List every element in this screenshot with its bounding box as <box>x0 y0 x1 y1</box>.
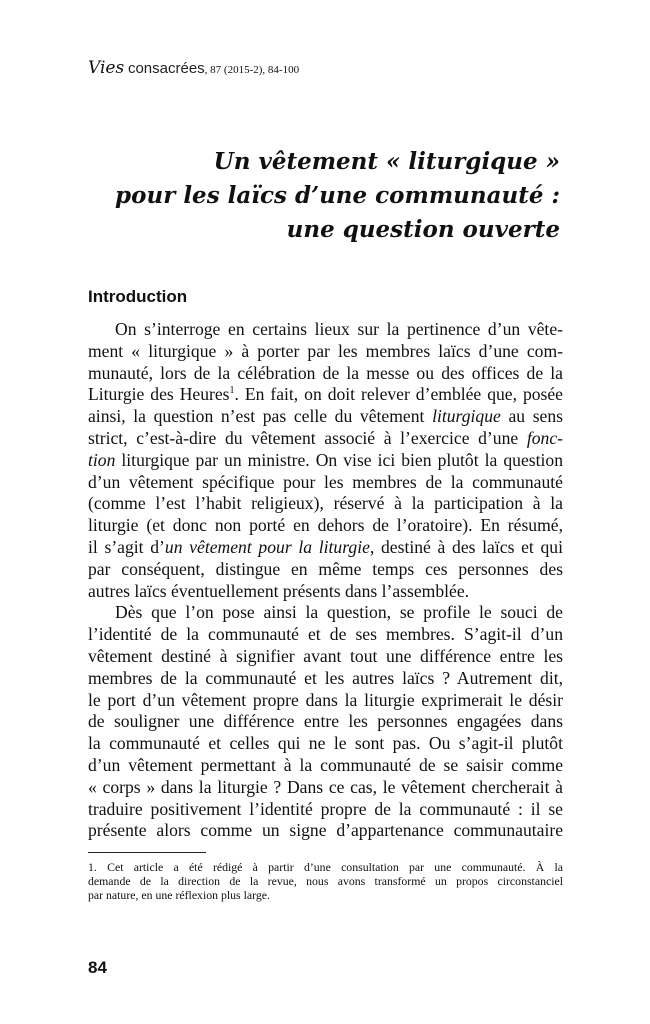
text-line <box>88 384 563 406</box>
text-line <box>88 472 563 494</box>
title-line: Un vêtement « liturgique » <box>213 148 560 175</box>
text: vêtement destiné à signifier avant tout une différence entre les <box>88 645 563 666</box>
text: Liturgie des Heures <box>88 384 230 405</box>
text-line <box>88 493 563 515</box>
text-line <box>88 319 563 341</box>
footnote-line: demande de la direction de la revue, nous avons transformé un propos circonstanciel <box>88 874 563 888</box>
text: . En fait, on doit relever d’emblée que, posée <box>234 384 563 405</box>
text-line <box>88 581 563 603</box>
text: membres de la communauté et les autres laïcs ? Autrement dit, <box>88 667 563 688</box>
title-line: pour les laïcs d’une communauté : <box>115 182 560 209</box>
text: (comme l’est l’habit religieux), réservé à la participation à la <box>88 493 563 514</box>
text-line <box>88 820 563 842</box>
italic-text: fonc- <box>526 427 563 448</box>
text: On s’interroge en certains lieux sur la pertinence d’un vête- <box>115 319 563 339</box>
text: de souligner une différence entre les personnes engagées dans <box>88 711 563 732</box>
page-number: 84 <box>88 958 107 977</box>
text: liturgie (et donc non porté en dehors de l’oratoire). En résumé, <box>88 515 563 536</box>
text-line <box>88 537 563 559</box>
italic-text: un vêtement pour la liturgie <box>164 536 370 557</box>
text-line <box>88 428 563 450</box>
italic-text: liturgique <box>432 406 501 427</box>
text: il s’agit d’ <box>88 536 165 557</box>
text-line <box>88 668 563 690</box>
article-title <box>115 145 560 247</box>
text: le port d’un vêtement propre dans la liturgie exprimerait le désir <box>88 689 563 710</box>
text: par conséquent, distingue en même temps ces personnes des <box>88 558 563 579</box>
title-line: une question ouverte <box>286 216 560 243</box>
footnote-line: 1. Cet article a été rédigé à partir d’une consultation par une communauté. À la <box>88 860 563 874</box>
text-line <box>88 755 563 777</box>
running-header <box>88 58 299 78</box>
footnote <box>88 860 563 902</box>
footnote-line: par nature, en une réflexion plus large. <box>88 888 270 902</box>
italic-text: tion <box>88 449 116 470</box>
text-line <box>88 363 563 385</box>
article-body <box>88 319 563 842</box>
text: la communauté et celles qui ne le sont pas. Ou s’agit-il plutôt <box>88 733 563 754</box>
text-line <box>88 733 563 755</box>
text: munauté, lors de la célébration de la messe ou des offices de la <box>88 362 563 383</box>
journal-name: consacrées <box>127 60 205 77</box>
text: ment « liturgique » à porter par les membres laïcs d’une com- <box>88 340 563 361</box>
text: Dès que l’on pose ainsi la question, se profile le souci de <box>115 602 563 623</box>
text: « corps » dans la liturgie ? Dans ce cas, le vêtement chercherait à <box>88 776 563 797</box>
paragraph <box>88 602 563 842</box>
issue-reference: , 87 (2015-2), 84-100 <box>204 64 300 76</box>
text-line <box>88 450 563 472</box>
text: , destiné à des laïcs et qui <box>369 536 563 557</box>
text-line <box>88 602 563 624</box>
text: traduire positivement l’identité propre de la communauté : il se <box>88 798 563 819</box>
footnote-divider <box>88 852 206 853</box>
paragraph <box>88 319 563 602</box>
text-line <box>88 646 563 668</box>
text: présente alors comme un signe d’appartenance communautaire <box>88 820 563 841</box>
text-line <box>88 799 563 821</box>
journal-name-italic: Vies <box>88 58 125 78</box>
text: liturgique par un ministre. On vise ici bien plutôt la question <box>115 449 563 470</box>
text: au sens <box>500 406 564 427</box>
text-line <box>88 515 563 537</box>
text: d’un vêtement spécifique pour les membres de la communauté <box>88 471 563 492</box>
text-line <box>88 690 563 712</box>
text-line <box>88 406 563 428</box>
text: ainsi, la question n’est pas celle du vêtement <box>88 406 433 427</box>
section-heading: Introduction <box>88 287 188 306</box>
text-line <box>88 624 563 646</box>
text-line <box>88 559 563 581</box>
text: strict, c’est-à-dire du vêtement associé à l’exercice d’une <box>88 427 527 448</box>
text-line <box>88 341 563 363</box>
text: d’un vêtement permettant à la communauté de se saisir comme <box>88 754 563 775</box>
text: autres laïcs éventuellement présents dans l’assemblée. <box>88 580 470 601</box>
text: l’identité de la communauté et de ses membres. S’agit-il d’un <box>88 624 563 645</box>
text-line <box>88 777 563 799</box>
footnote-reference: 1 <box>229 385 235 397</box>
text-line <box>88 711 563 733</box>
